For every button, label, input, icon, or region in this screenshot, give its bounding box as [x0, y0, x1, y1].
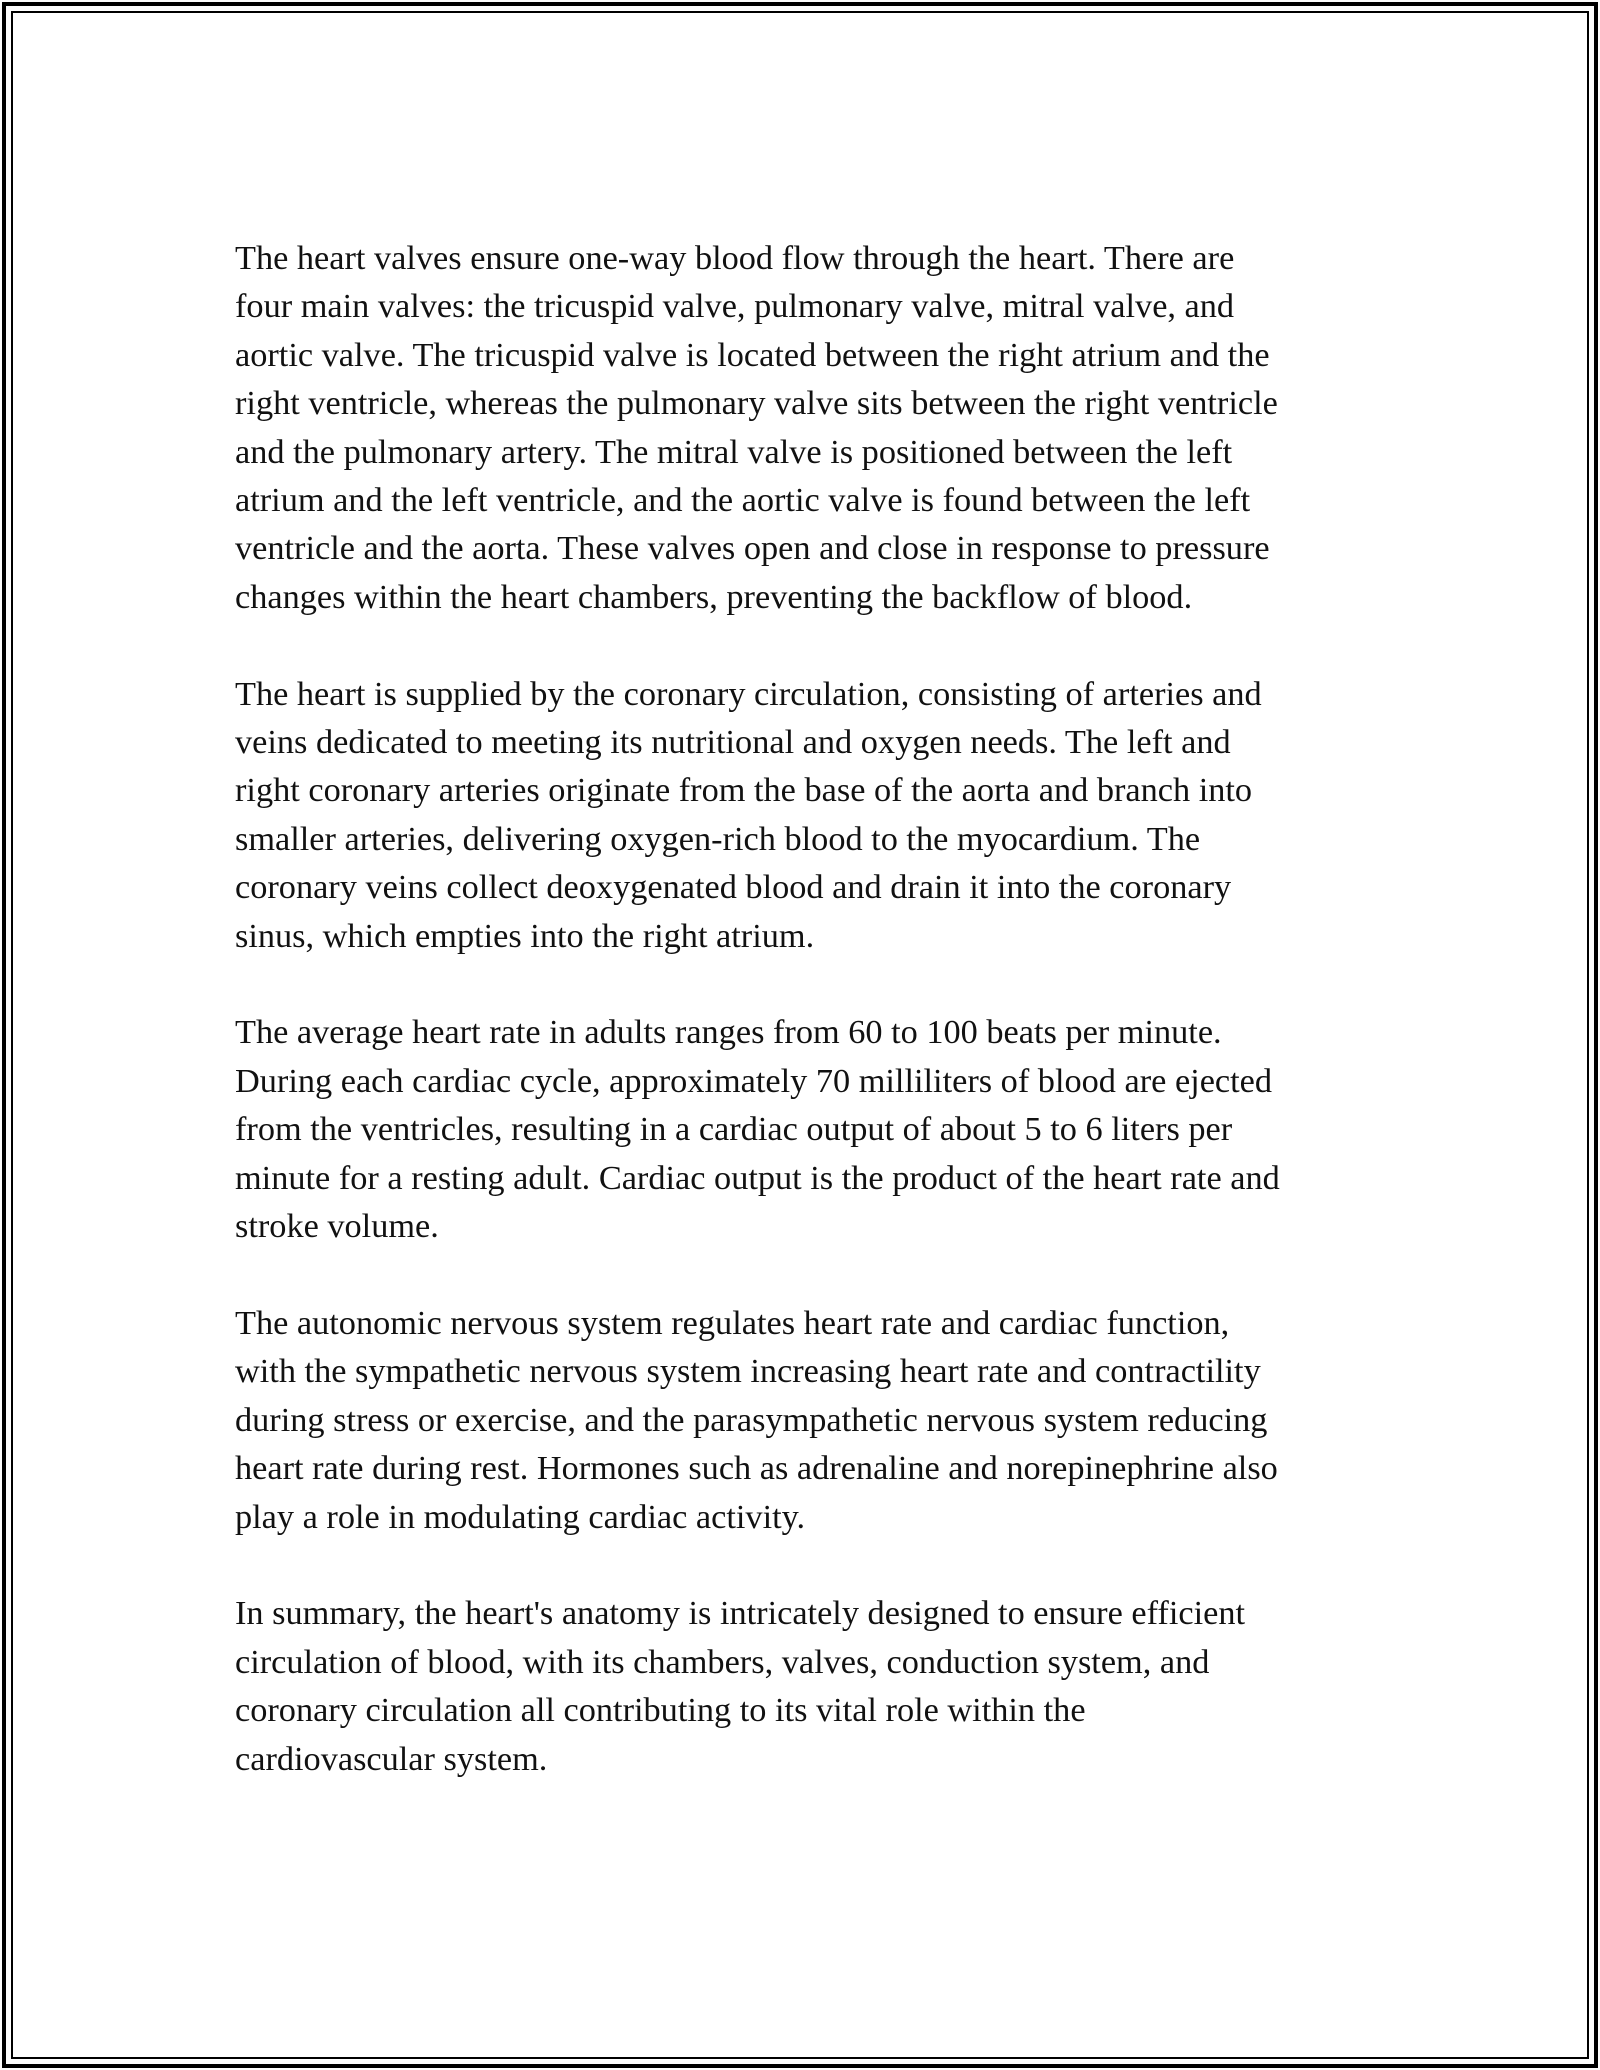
- text-line: atrium and the left ventricle, and the aortic valve is found between the left: [235, 481, 1251, 520]
- text-line: heart rate during rest. Hormones such as adrenaline and norepinephrine also: [235, 1449, 1278, 1488]
- paragraph-heart-rate: [235, 1008, 1365, 1250]
- text-line: The heart is supplied by the coronary circulation, consisting of arteries and: [235, 674, 1262, 713]
- text-line: The heart valves ensure one-way blood flow through the heart. There are: [235, 239, 1235, 277]
- text-line: four main valves: the tricuspid valve, pulmonary valve, mitral valve, and: [235, 287, 1235, 326]
- text-line: right coronary arteries originate from the base of the aorta and branch into: [235, 771, 1253, 810]
- text-line: In summary, the heart's anatomy is intricately designed to ensure efficient: [235, 1594, 1245, 1633]
- text-line: ventricle and the aorta. These valves open and close in response to pressure: [235, 529, 1270, 568]
- text-line: During each cardiac cycle, approximately 70 milliliters of blood are ejected: [235, 1061, 1273, 1100]
- text-line: aortic valve. The tricuspid valve is located between the right atrium and the: [235, 335, 1270, 374]
- text-line: coronary circulation all contributing to its vital role within the: [235, 1691, 1086, 1730]
- text-line: during stress or exercise, and the parasympathetic nervous system reducing: [235, 1400, 1268, 1439]
- text-line: with the sympathetic nervous system increasing heart rate and contractility: [235, 1352, 1261, 1391]
- text-line: The average heart rate in adults ranges from 60 to 100 beats per minute.: [235, 1013, 1222, 1052]
- paragraph-summary: [235, 1589, 1365, 1783]
- text-line: changes within the heart chambers, preventing the backflow of blood.: [235, 577, 1193, 616]
- text-line: stroke volume.: [235, 1207, 439, 1246]
- text-line: circulation of blood, with its chambers, valves, conduction system, and: [235, 1642, 1210, 1681]
- text-line: veins dedicated to meeting its nutritional and oxygen needs. The left and: [235, 723, 1231, 762]
- text-line: and the pulmonary artery. The mitral valve is positioned between the left: [235, 432, 1233, 471]
- document-body: [235, 234, 1365, 1831]
- text-line: play a role in modulating cardiac activity.: [235, 1497, 806, 1536]
- text-line: The autonomic nervous system regulates heart rate and cardiac function,: [235, 1303, 1230, 1342]
- text-line: right ventricle, whereas the pulmonary valve sits between the right ventricle: [235, 384, 1278, 423]
- text-line: minute for a resting adult. Cardiac output is the product of the heart rate and: [235, 1158, 1280, 1197]
- text-line: smaller arteries, delivering oxygen-rich blood to the myocardium. The: [235, 819, 1201, 858]
- paragraph-autonomic-regulation: [235, 1299, 1365, 1541]
- text-line: from the ventricles, resulting in a cardiac output of about 5 to 6 liters per: [235, 1110, 1233, 1149]
- text-line: cardiovascular system.: [235, 1739, 548, 1778]
- text-line: sinus, which empties into the right atrium.: [235, 916, 815, 955]
- paragraph-coronary-circulation: [235, 670, 1365, 960]
- paragraph-heart-valves: [235, 234, 1365, 621]
- text-line: coronary veins collect deoxygenated blood and drain it into the coronary: [235, 868, 1232, 907]
